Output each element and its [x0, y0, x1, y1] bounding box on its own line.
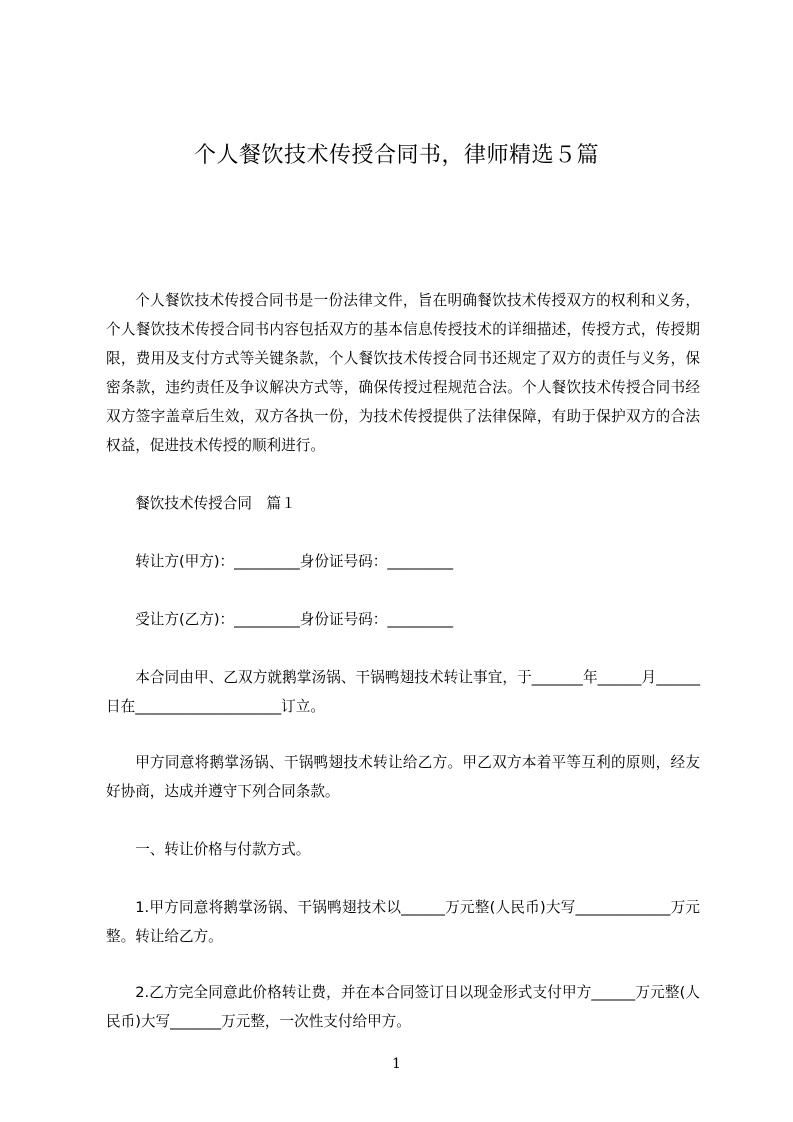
- section-heading: 餐饮技术传授合同 篇１: [135, 495, 296, 512]
- clause-heading: 一、转让价格与付款方式。: [135, 841, 311, 858]
- party-a-line: 转让方(甲方)：_________身份证号码：_________: [135, 553, 454, 570]
- agreement-paragraph: 本合同由甲、乙双方就鹅掌汤锅、干锅鸭翅技术转让事宜，于_______年______月______日在____________________订立。: [106, 669, 700, 715]
- party-b-line: 受让方(乙方)：_________身份证号码：_________: [135, 611, 454, 628]
- transfer-paragraph: 甲方同意将鹅掌汤锅、干锅鸭翅技术转让给乙方。甲乙双方本着平等互利的原则，经友好协商，达成并遵守下列合同条款。: [106, 754, 700, 800]
- intro-paragraph: 个人餐饮技术传授合同书是一份法律文件，旨在明确餐饮技术传授双方的权利和义务，个人餐饮技术传授合同书内容包括双方的基本信息传授技术的详细描述，传授方式，传授期限，费用及支付方式等关键条款，个人餐饮技术传授合同书还规定了双方的责任与义务，保密条款，违约责任及争议解决方式等，确保传授过程规范合法。个人餐饮技术传授合同书经双方签字盖章后生效，双方各执一份，为技术传授提供了法律保障，有助于保护双方的合法权益，促进技术传授的顺利进行。: [106, 292, 700, 454]
- document-title: 个人餐饮技术传授合同书，律师精选５篇: [193, 143, 599, 168]
- clause-2: 2.乙方完全同意此价格转让费，并在本合同签订日以现金形式支付甲方______万元整(人民币)大写_______万元整，一次性支付给甲方。: [106, 984, 700, 1030]
- document-body: [106, 286, 700, 1036]
- clause-1: 1.甲方同意将鹅掌汤锅、干锅鸭翅技术以______万元整(人民币)大写_____________万元整。转让给乙方。: [106, 899, 700, 945]
- page-number: 1: [392, 1056, 401, 1072]
